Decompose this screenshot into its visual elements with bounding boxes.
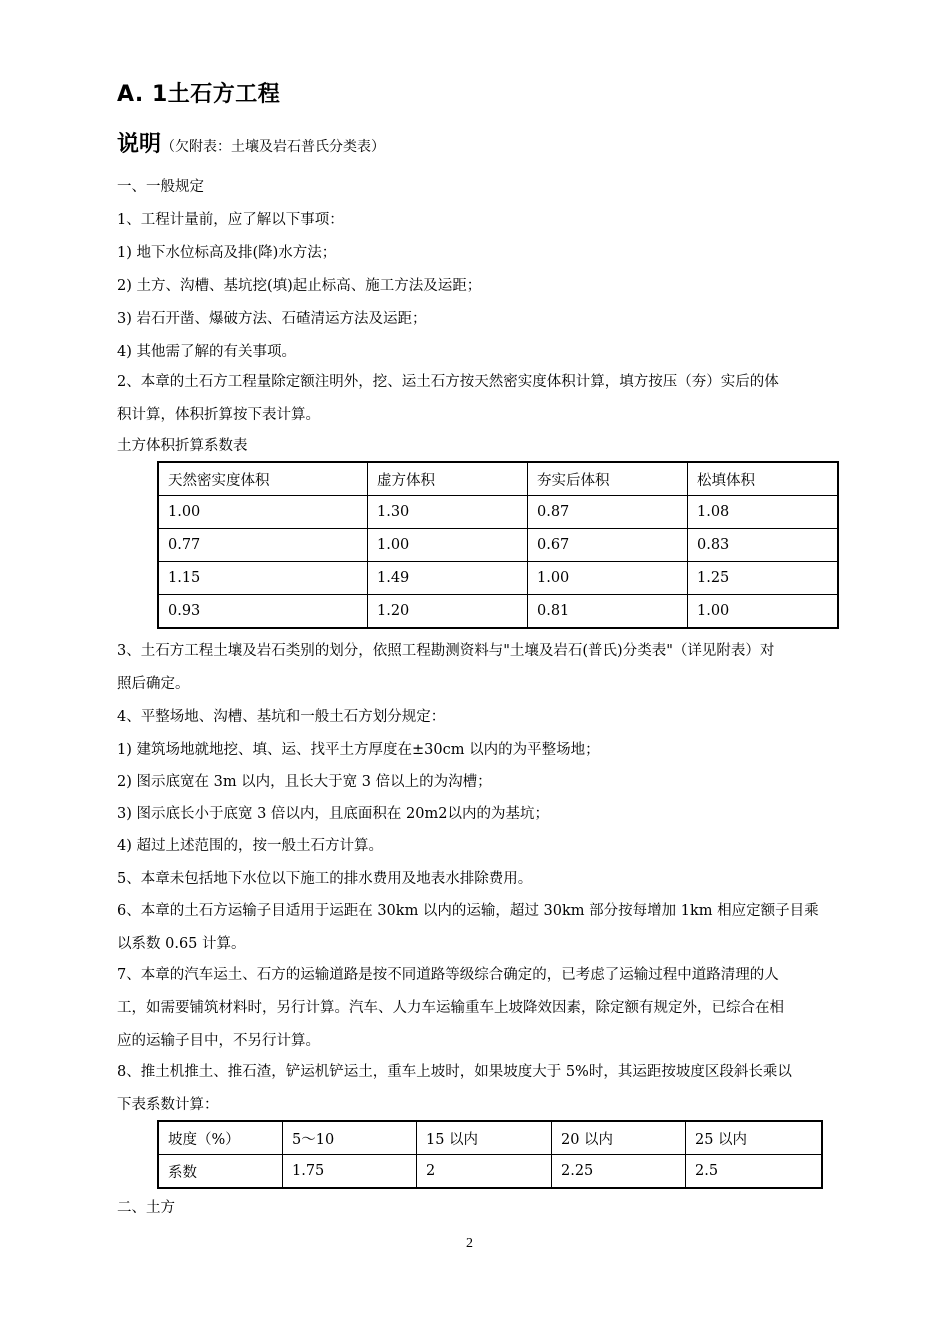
item-1-4: 4) 其他需了解的有关事项。 — [117, 344, 296, 360]
paragraph-6-line-2: 以系数 0.65 计算。 — [117, 936, 246, 952]
table-1-caption: 土方体积折算系数表 — [117, 438, 248, 454]
item-4-2: 2) 图示底宽在 3m 以内，且长大于宽 3 倍以上的为沟槽； — [117, 774, 492, 790]
paragraph-7-line-3: 应的运输子目中，不另行计算。 — [117, 1033, 320, 1049]
item-4-3: 3) 图示底长小于底宽 3 倍以内，且底面积在 20m2以内的为基坑； — [117, 806, 549, 822]
table-cell: 0.67 — [528, 529, 688, 562]
table-row — [159, 1122, 822, 1155]
heading-general-rules: 一、一般规定 — [117, 179, 204, 195]
table-cell: 1.49 — [368, 562, 528, 595]
table-row — [159, 1155, 822, 1188]
table-cell: 25 以内 — [686, 1122, 822, 1155]
subtitle-note: （欠附表：土壤及岩石普氏分类表） — [161, 139, 386, 155]
paragraph-3-line-2: 照后确定。 — [117, 676, 190, 692]
table-cell: 1.25 — [688, 562, 838, 595]
table-cell: 1.00 — [159, 496, 368, 529]
table-cell: 2.5 — [686, 1155, 822, 1188]
table-header-row — [159, 463, 838, 496]
heading-earthwork: 二、土方 — [117, 1200, 175, 1216]
item-4-4: 4) 超过上述范围的，按一般土石方计算。 — [117, 838, 383, 854]
table-cell: 系数 — [159, 1155, 283, 1188]
paragraph-2-line-1: 2、本章的土石方工程量除定额注明外，挖、运土石方按天然密实度体积计算，填方按压（夯）实后的体 — [117, 374, 779, 390]
table-header-cell: 虚方体积 — [368, 463, 528, 496]
volume-conversion-table — [158, 462, 838, 628]
table-row — [159, 595, 838, 628]
subtitle — [117, 127, 385, 158]
section-title: A. 1土石方工程 — [117, 82, 281, 107]
page-number: 2 — [466, 1236, 473, 1251]
table-cell: 0.77 — [159, 529, 368, 562]
table-cell: 1.75 — [283, 1155, 417, 1188]
table-cell: 0.81 — [528, 595, 688, 628]
table-cell: 1.00 — [688, 595, 838, 628]
paragraph-8-line-1: 8、推土机推土、推石渣，铲运机铲运土，重车上坡时，如果坡度大于 5%时，其运距按坡度区段斜长乘以 — [117, 1064, 792, 1080]
table-cell: 1.30 — [368, 496, 528, 529]
item-1-2: 2) 土方、沟槽、基坑挖(填)起止标高、施工方法及运距； — [117, 278, 482, 294]
paragraph-1: 1、工程计量前，应了解以下事项： — [117, 212, 344, 228]
table-cell: 1.15 — [159, 562, 368, 595]
table-cell: 0.83 — [688, 529, 838, 562]
table-header-cell: 松填体积 — [688, 463, 838, 496]
paragraph-5: 5、本章未包括地下水位以下施工的排水费用及地表水排除费用。 — [117, 871, 533, 887]
table-row — [159, 529, 838, 562]
table-cell: 坡度（%） — [159, 1122, 283, 1155]
table-cell: 2.25 — [552, 1155, 686, 1188]
table-cell: 0.93 — [159, 595, 368, 628]
paragraph-6-line-1: 6、本章的土石方运输子目适用于运距在 30km 以内的运输，超过 30km 部分按每增加 1km 相应定额子目乘 — [117, 903, 819, 919]
item-4-1: 1) 建筑场地就地挖、填、运、找平土方厚度在±30cm 以内的为平整场地； — [117, 742, 600, 758]
table-cell: 1.00 — [368, 529, 528, 562]
table-cell: 1.00 — [528, 562, 688, 595]
paragraph-3-line-1: 3、土石方工程土壤及岩石类别的划分，依照工程勘测资料与"土壤及岩石(普氏)分类表"（详见附表）对 — [117, 643, 775, 659]
table-row — [159, 496, 838, 529]
paragraph-2-line-2: 积计算，体积折算按下表计算。 — [117, 407, 320, 423]
table-row — [159, 562, 838, 595]
paragraph-8-line-2: 下表系数计算： — [117, 1097, 219, 1113]
table-cell: 5～10 — [283, 1122, 417, 1155]
paragraph-4: 4、平整场地、沟槽、基坑和一般土石方划分规定： — [117, 709, 446, 725]
item-1-1: 1) 地下水位标高及排(降)水方法； — [117, 245, 337, 261]
table-cell: 15 以内 — [417, 1122, 552, 1155]
table-header-cell: 天然密实度体积 — [159, 463, 368, 496]
table-cell: 2 — [417, 1155, 552, 1188]
table-cell: 1.08 — [688, 496, 838, 529]
table-cell: 0.87 — [528, 496, 688, 529]
slope-coefficient-table — [158, 1121, 822, 1188]
table-cell: 20 以内 — [552, 1122, 686, 1155]
item-1-3: 3) 岩石开凿、爆破方法、石碴清运方法及运距； — [117, 311, 427, 327]
paragraph-7-line-2: 工，如需要铺筑材料时，另行计算。汽车、人力车运输重车上坡降效因素，除定额有规定外，已综合在相 — [117, 1000, 784, 1016]
table-cell: 1.20 — [368, 595, 528, 628]
paragraph-7-line-1: 7、本章的汽车运土、石方的运输道路是按不同道路等级综合确定的，已考虑了运输过程中道路清理的人 — [117, 967, 779, 983]
subtitle-main: 说明 — [117, 132, 162, 157]
table-header-cell: 夯实后体积 — [528, 463, 688, 496]
